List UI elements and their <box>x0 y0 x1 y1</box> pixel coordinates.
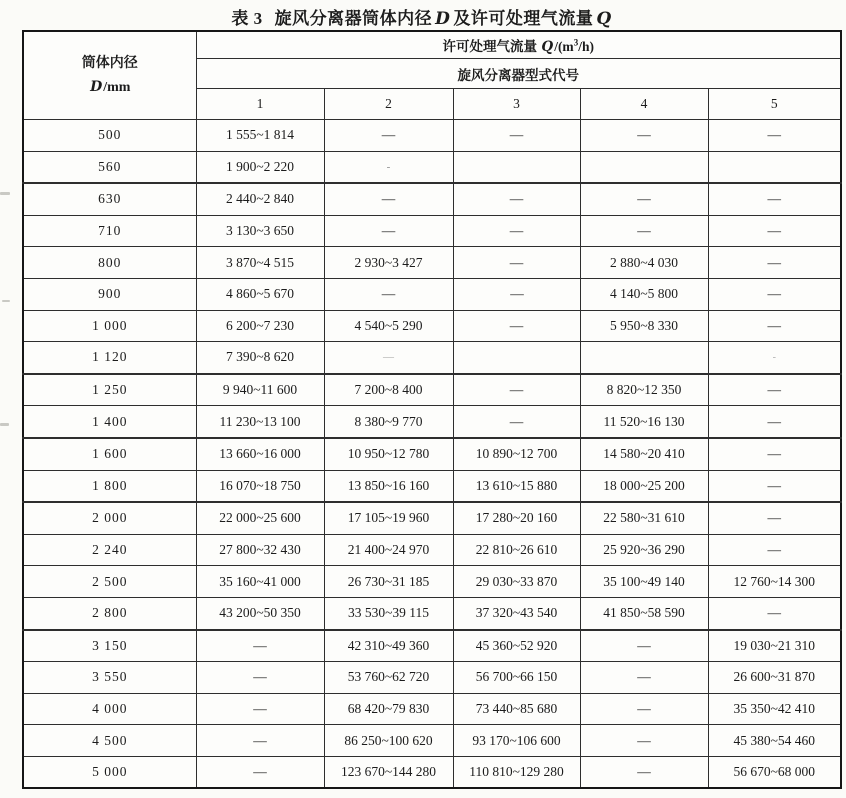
cell-flow-range: 27 800~32 430 <box>196 534 324 566</box>
cell-flow-range: 2 440~2 840 <box>196 183 324 215</box>
flow-rate-header: 许可处理气流量 $Q/(m^3/h)$ <box>196 31 841 59</box>
cell-flow-range: 10 890~12 700 <box>453 438 580 470</box>
cell-flow-range: — <box>708 406 841 438</box>
cell-flow-range: 19 030~21 310 <box>708 630 841 662</box>
table-row <box>23 247 841 279</box>
scan-artifact <box>0 423 9 426</box>
title-symbol-d: D <box>435 9 451 29</box>
title-text-1: 旋风分离器筒体内径 <box>274 9 433 28</box>
cell-flow-range: 8 820~12 350 <box>580 374 708 406</box>
cell-flow-range: — <box>453 278 580 310</box>
cell-flow-range: — <box>453 247 580 279</box>
table-row <box>23 183 841 215</box>
model-code-4: 4 <box>580 89 708 120</box>
cell-diameter: 1 600 <box>23 438 196 470</box>
cell-flow-range: — <box>708 597 841 629</box>
table-row <box>23 278 841 310</box>
table-row <box>23 406 841 438</box>
cell-flow-range: 53 760~62 720 <box>324 662 453 694</box>
title-text-2: 及许可处理气流量 <box>453 9 594 28</box>
cell-flow-range: — <box>453 215 580 247</box>
cell-flow-range: 35 160~41 000 <box>196 566 324 598</box>
cell-flow-range: 37 320~43 540 <box>453 597 580 629</box>
cell-flow-range: — <box>708 534 841 566</box>
model-code-2: 2 <box>324 89 453 120</box>
cell-diameter: 4 000 <box>23 693 196 725</box>
cell-flow-range: 43 200~50 350 <box>196 597 324 629</box>
cell-diameter: 630 <box>23 183 196 215</box>
cell-flow-range: 22 810~26 610 <box>453 534 580 566</box>
cell-flow-range: 45 380~54 460 <box>708 725 841 757</box>
cell-flow-range: 17 280~20 160 <box>453 502 580 534</box>
table-row <box>23 662 841 694</box>
table-row <box>23 215 841 247</box>
cell-diameter: 2 000 <box>23 502 196 534</box>
cell-flow-range <box>708 151 841 183</box>
cell-flow-range: 22 580~31 610 <box>580 502 708 534</box>
cell-flow-range: 26 730~31 185 <box>324 566 453 598</box>
cell-flow-range: 17 105~19 960 <box>324 502 453 534</box>
cell-flow-range: — <box>196 756 324 788</box>
cell-flow-range: — <box>196 630 324 662</box>
cell-flow-range: — <box>453 120 580 152</box>
cell-flow-range: - <box>708 342 841 374</box>
cell-flow-range: 13 610~15 880 <box>453 470 580 502</box>
cell-flow-range: 6 200~7 230 <box>196 310 324 342</box>
cell-flow-range: — <box>580 630 708 662</box>
cell-diameter: 1 250 <box>23 374 196 406</box>
cell-flow-range: 4 540~5 290 <box>324 310 453 342</box>
cell-flow-range: 13 850~16 160 <box>324 470 453 502</box>
cell-flow-range: 1 900~2 220 <box>196 151 324 183</box>
cell-flow-range: — <box>196 662 324 694</box>
scan-artifact <box>2 300 10 302</box>
table-row <box>23 693 841 725</box>
table-title <box>0 4 846 29</box>
table-row <box>23 597 841 629</box>
cell-flow-range: — <box>580 756 708 788</box>
cell-diameter: 2 500 <box>23 566 196 598</box>
cell-flow-range: 110 810~129 280 <box>453 756 580 788</box>
cell-flow-range: — <box>708 247 841 279</box>
cell-flow-range: — <box>708 374 841 406</box>
table-row <box>23 120 841 152</box>
cell-flow-range: — <box>580 120 708 152</box>
cell-diameter: 4 500 <box>23 725 196 757</box>
cell-diameter: 2 240 <box>23 534 196 566</box>
model-code-1: 1 <box>196 89 324 120</box>
cell-flow-range: 93 170~106 600 <box>453 725 580 757</box>
cell-diameter: 500 <box>23 120 196 152</box>
table-row <box>23 151 841 183</box>
cell-flow-range: — <box>580 693 708 725</box>
cell-flow-range: — <box>708 470 841 502</box>
cell-flow-range: — <box>580 183 708 215</box>
cell-flow-range: — <box>324 183 453 215</box>
cell-flow-range: 5 950~8 330 <box>580 310 708 342</box>
diameter-column-header <box>23 31 196 120</box>
cell-flow-range: 35 100~49 140 <box>580 566 708 598</box>
cell-flow-range: — <box>453 183 580 215</box>
cell-flow-range: 9 940~11 600 <box>196 374 324 406</box>
cell-flow-range: — <box>708 120 841 152</box>
cell-flow-range: 12 760~14 300 <box>708 566 841 598</box>
cell-flow-range: 73 440~85 680 <box>453 693 580 725</box>
cell-flow-range: 86 250~100 620 <box>324 725 453 757</box>
cell-flow-range: — <box>708 502 841 534</box>
cell-flow-range: 41 850~58 590 <box>580 597 708 629</box>
cell-diameter: 1 400 <box>23 406 196 438</box>
table-row <box>23 630 841 662</box>
cell-flow-range: 33 530~39 115 <box>324 597 453 629</box>
cell-flow-range <box>580 151 708 183</box>
cell-flow-range: 21 400~24 970 <box>324 534 453 566</box>
cell-diameter: 1 120 <box>23 342 196 374</box>
cell-diameter: 2 800 <box>23 597 196 629</box>
cell-flow-range: 16 070~18 750 <box>196 470 324 502</box>
cell-flow-range: — <box>453 374 580 406</box>
model-code-header: 旋风分离器型式代号 <box>196 59 841 89</box>
cell-diameter: 3 550 <box>23 662 196 694</box>
cell-flow-range: 4 140~5 800 <box>580 278 708 310</box>
cell-flow-range: 3 130~3 650 <box>196 215 324 247</box>
cell-flow-range: 22 000~25 600 <box>196 502 324 534</box>
table-row <box>23 438 841 470</box>
cell-flow-range: 7 390~8 620 <box>196 342 324 374</box>
cell-flow-range: — <box>580 725 708 757</box>
cell-flow-range: 25 920~36 290 <box>580 534 708 566</box>
cell-flow-range: 1 555~1 814 <box>196 120 324 152</box>
cell-flow-range: — <box>324 278 453 310</box>
model-code-3: 3 <box>453 89 580 120</box>
table-row <box>23 534 841 566</box>
table-row <box>23 374 841 406</box>
cell-flow-range: 11 230~13 100 <box>196 406 324 438</box>
table-row <box>23 566 841 598</box>
cell-flow-range: 10 950~12 780 <box>324 438 453 470</box>
cell-flow-range: — <box>708 215 841 247</box>
cell-flow-range: 18 000~25 200 <box>580 470 708 502</box>
cell-flow-range: 14 580~20 410 <box>580 438 708 470</box>
title-symbol-q: Q <box>596 9 612 29</box>
cell-flow-range: — <box>196 693 324 725</box>
cell-flow-range: 123 670~144 280 <box>324 756 453 788</box>
cell-diameter: 710 <box>23 215 196 247</box>
cell-flow-range: 11 520~16 130 <box>580 406 708 438</box>
cell-diameter: 3 150 <box>23 630 196 662</box>
cell-flow-range: 56 670~68 000 <box>708 756 841 788</box>
cell-flow-range: 42 310~49 360 <box>324 630 453 662</box>
cell-flow-range: 35 350~42 410 <box>708 693 841 725</box>
cell-flow-range: — <box>324 342 453 374</box>
cell-flow-range: 29 030~33 870 <box>453 566 580 598</box>
table-row <box>23 756 841 788</box>
cell-flow-range: — <box>708 310 841 342</box>
cell-flow-range: — <box>196 725 324 757</box>
cell-flow-range: — <box>708 183 841 215</box>
cell-flow-range <box>453 151 580 183</box>
scan-artifact <box>0 192 10 195</box>
cell-diameter: 560 <box>23 151 196 183</box>
cell-flow-range: — <box>453 310 580 342</box>
diameter-unit-line: D/mm <box>90 78 131 95</box>
cell-flow-range: 3 870~4 515 <box>196 247 324 279</box>
cell-diameter: 900 <box>23 278 196 310</box>
cell-diameter: 1 800 <box>23 470 196 502</box>
cell-flow-range: — <box>708 278 841 310</box>
cell-diameter: 5 000 <box>23 756 196 788</box>
cell-flow-range: 2 880~4 030 <box>580 247 708 279</box>
table-row <box>23 310 841 342</box>
cell-flow-range: — <box>453 406 580 438</box>
cell-flow-range: 56 700~66 150 <box>453 662 580 694</box>
cell-flow-range: — <box>324 120 453 152</box>
table-number: 表 3 <box>231 9 263 28</box>
cell-flow-range: 2 930~3 427 <box>324 247 453 279</box>
cell-flow-range: 13 660~16 000 <box>196 438 324 470</box>
cell-flow-range <box>580 342 708 374</box>
cell-flow-range: - <box>324 151 453 183</box>
cell-flow-range: — <box>580 662 708 694</box>
table-row <box>23 502 841 534</box>
table-row <box>23 470 841 502</box>
cell-diameter: 800 <box>23 247 196 279</box>
cell-flow-range: 4 860~5 670 <box>196 278 324 310</box>
cell-flow-range: 68 420~79 830 <box>324 693 453 725</box>
cell-diameter: 1 000 <box>23 310 196 342</box>
model-code-5: 5 <box>708 89 841 120</box>
cyclone-flow-table <box>22 30 842 789</box>
cell-flow-range: 8 380~9 770 <box>324 406 453 438</box>
cell-flow-range: — <box>708 438 841 470</box>
diameter-label: 筒体内径 <box>81 55 138 71</box>
cell-flow-range: 45 360~52 920 <box>453 630 580 662</box>
cell-flow-range <box>453 342 580 374</box>
table-row <box>23 342 841 374</box>
table-row <box>23 725 841 757</box>
cell-flow-range: — <box>324 215 453 247</box>
cell-flow-range: 26 600~31 870 <box>708 662 841 694</box>
cell-flow-range: — <box>580 215 708 247</box>
cell-flow-range: 7 200~8 400 <box>324 374 453 406</box>
